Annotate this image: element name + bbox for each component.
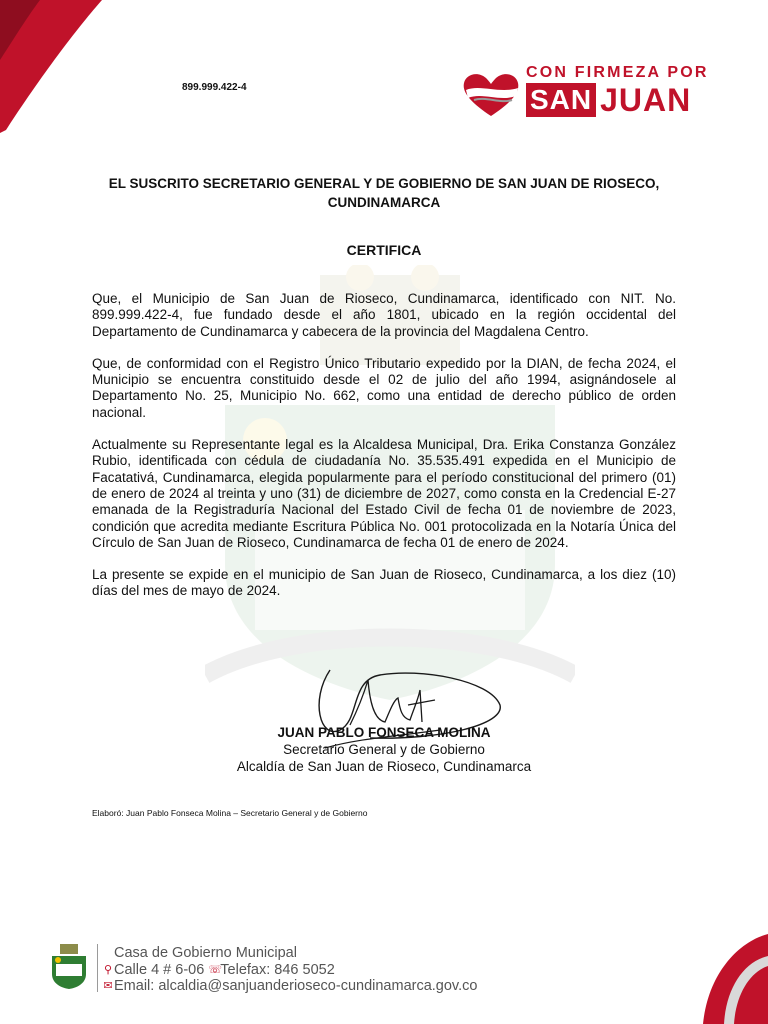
heart-ribbon-icon — [460, 70, 522, 120]
heading-line-2: CUNDINAMARCA — [327, 195, 441, 210]
paragraph-issued: La presente se expide en el municipio de San Juan de Rioseco, Cundinamarca, a los diez (10) días del mes de mayo de 2024. — [92, 567, 676, 599]
location-pin-icon: ⚲ — [103, 963, 113, 976]
logo-juan: JUAN — [600, 82, 692, 118]
red-swoosh-top-left — [0, 0, 110, 135]
paragraph-founding: Que, el Municipio de San Juan de Rioseco, Cundinamarca, identificado con NIT. No. 899.999.422-4, fue fundado desde el año 1801, ubicado en la región occidental del Departamento de Cundinamarca y cabecera de la provincia del Magdalena Centro. — [92, 291, 676, 339]
footer-phone: Telefax: 846 5052 — [220, 961, 335, 978]
paragraph-rut: Que, de conformidad con el Registro Único Tributario expedido por la DIAN, de fecha 2024, el Municipio se encuentra constituido desde el 02 de julio del año 1994, asignándosele al Departamento No. 25, Municipio No. 662, como una entidad de derecho público de orden nacional. — [92, 355, 676, 420]
footer-title: Casa de Gobierno Municipal — [114, 945, 297, 961]
logo-slogan: CON FIRMEZA POR — [526, 64, 709, 81]
envelope-icon: ✉ — [103, 980, 113, 992]
certifica-title: CERTIFICA — [346, 242, 422, 258]
nit-number: 899.999.422-4 — [182, 82, 247, 93]
red-swoosh-bottom-right — [658, 934, 768, 1024]
document-heading — [92, 174, 676, 212]
signature-block — [200, 724, 568, 775]
municipal-crest-icon — [50, 942, 88, 990]
footer-address-row — [102, 962, 477, 979]
logo-name — [526, 82, 691, 118]
footer-divider — [97, 944, 98, 992]
campaign-logo — [460, 64, 720, 124]
signer-name: JUAN PABLO FONSECA MOLINA — [277, 725, 491, 740]
heading-line-1: EL SUSCRITO SECRETARIO GENERAL Y DE GOBIERNO DE SAN JUAN DE RIOSECO, — [108, 176, 660, 191]
paragraph-legal-representative: Actualmente su Representante legal es la Alcaldesa Municipal, Dra. Erika Constanza González Rubio, identificada con cédula de ciudadanía No. 35.535.491 expedida en el Municipio de Facatativá, Cundinamarca, elegida popularmente para el período constitucional del primero (01) de enero de 2024 al treinta y uno (31) de diciembre de 2027, como consta en la Credencial E-27 emanada de la Registraduría Nacional del Estado Civil de fecha 01 de noviembre de 2023, condición que acredita mediante Escritura Pública No. 001 protocolizada en la Notaría Única del Círculo de San Juan de Rioseco, Cundinamarca de fecha 01 de enero de 2024. — [92, 437, 676, 550]
logo-san: SAN — [526, 83, 596, 117]
footer-address: Calle 4 # 6-06 — [114, 961, 205, 978]
document-body — [92, 291, 676, 616]
signer-office: Alcaldía de San Juan de Rioseco, Cundinamarca — [236, 759, 532, 774]
prepared-by-note: Elaboró: Juan Pablo Fonseca Molina – Secretario General y de Gobierno — [92, 808, 368, 818]
phone-icon: ☏ — [208, 963, 223, 976]
signer-role: Secretario General y de Gobierno — [283, 742, 485, 757]
footer-email[interactable]: Email: alcaldia@sanjuanderioseco-cundinamarca.gov.co — [114, 978, 478, 994]
footer-contact — [102, 945, 477, 995]
footer-email-row — [102, 978, 477, 995]
